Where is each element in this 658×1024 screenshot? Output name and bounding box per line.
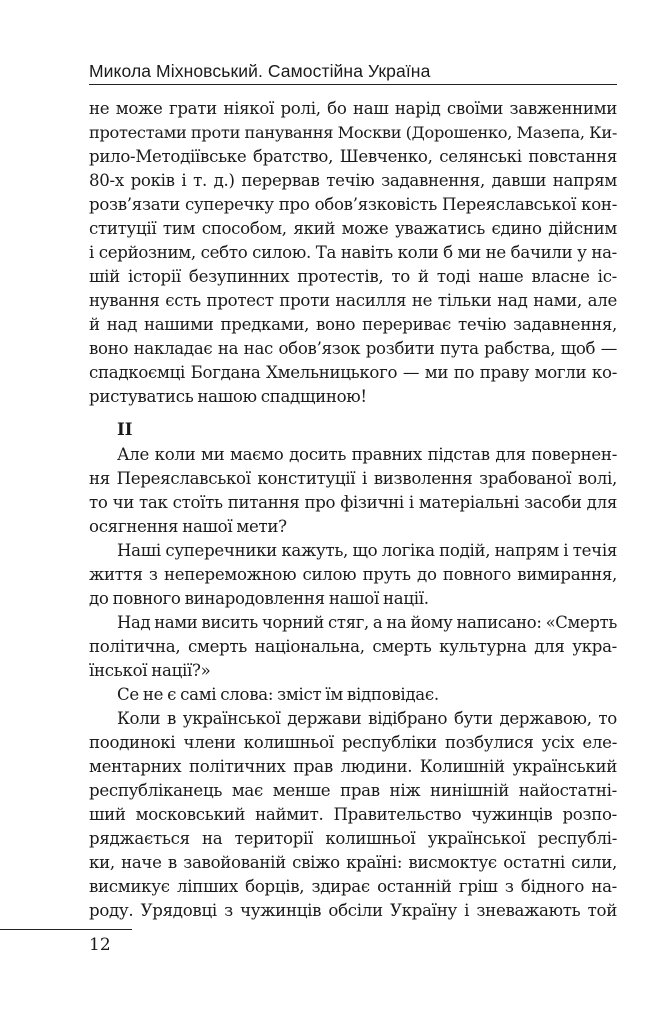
text-line: їнської нації?» [89, 661, 211, 680]
footer-rule [0, 929, 132, 930]
text-line: воно накладає на нас обов’язок розбити пута рабства, щоб — [89, 339, 617, 358]
text-line: ки, наче в завойованій свіжо країні: висмоктує остатні сили, [89, 853, 617, 872]
text-line: роду. Урядовці з чужинців обсіли Україну і зневажають той [89, 901, 617, 920]
text-line: ня Переяславської конституції і визволення зрабованої волі, [89, 469, 617, 488]
text-line: спадкоємці Богдана Хмельницького — ми по праву могли ко- [89, 363, 617, 382]
text-line: шій історії безупинних протестів, то й тоді наше власне іс- [89, 267, 617, 286]
text-line: ристуватись нашою спадщиною! [89, 387, 367, 406]
text-line: Над нами висить чорний стяг, а на йому написано: «Смерть [117, 613, 617, 632]
text-line: і серйозним, себто силою. Та навіть коли б ми не бачили у на- [89, 243, 617, 262]
text-line: висмикує ліпших борців, здирає останній гріш з бідного на- [89, 877, 617, 896]
text-line: ментарних політичних прав людини. Колишній український [89, 757, 617, 776]
text-line: Се не є самі слова: зміст їм відповідає. [117, 685, 439, 704]
section-heading: II [117, 419, 133, 439]
text-line: 80-х років і т. д.) перервав течію задавнення, давши напрям [89, 171, 617, 190]
text-line: й над нашими предками, воно перериває течію задавнення, [89, 315, 617, 334]
text-line: не може грати ніякої ролі, бо наш нарід своїми завженними [89, 99, 617, 118]
text-line: Наші суперечники кажуть, що логіка подій, напрям і течія [117, 541, 617, 560]
text-line: ституції тим способом, який може уважатись єдино дійсним [89, 219, 617, 238]
text-line: ряджається на території колишньої української республі- [89, 829, 617, 848]
page-number: 12 [89, 935, 111, 955]
text-line: нування єсть протест проти насилля не тільки над нами, але [89, 291, 617, 310]
text-line: протестами проти панування Москви (Дорошенко, Мазепа, Ки- [89, 123, 617, 142]
text-line: то чи так стоїть питання про фізичні і матеріальні засоби для [89, 493, 617, 512]
header-rule [89, 84, 617, 85]
text-line: ший московський наймит. Правительство чужинців розпо- [89, 805, 617, 824]
text-line: рило-Методіївське братство, Шевченко, селянські повстання [89, 147, 617, 166]
text-line: республіканець має менше прав ніж нинішній найостатні- [89, 781, 617, 800]
text-line: розв’язати суперечку про обов’язковість Переяславської кон- [89, 195, 617, 214]
text-line: політична, смерть національна, смерть культурна для укра- [89, 637, 617, 656]
text-line: життя з непереможною силою пруть до повного вимирання, [89, 565, 617, 584]
text-line: поодинокі члени колишньої республіки позбулися усіх еле- [89, 733, 617, 752]
text-line: до повного винародовлення нашої нації. [89, 589, 429, 608]
text-line: осягнення нашої мети? [89, 517, 287, 536]
text-line: Але коли ми маємо досить правних підстав для повернен- [117, 445, 617, 464]
running-head: Микола Міхновський. Самостійна Україна [89, 61, 431, 81]
text-line: Коли в української держави відібрано бути державою, то [117, 709, 617, 728]
